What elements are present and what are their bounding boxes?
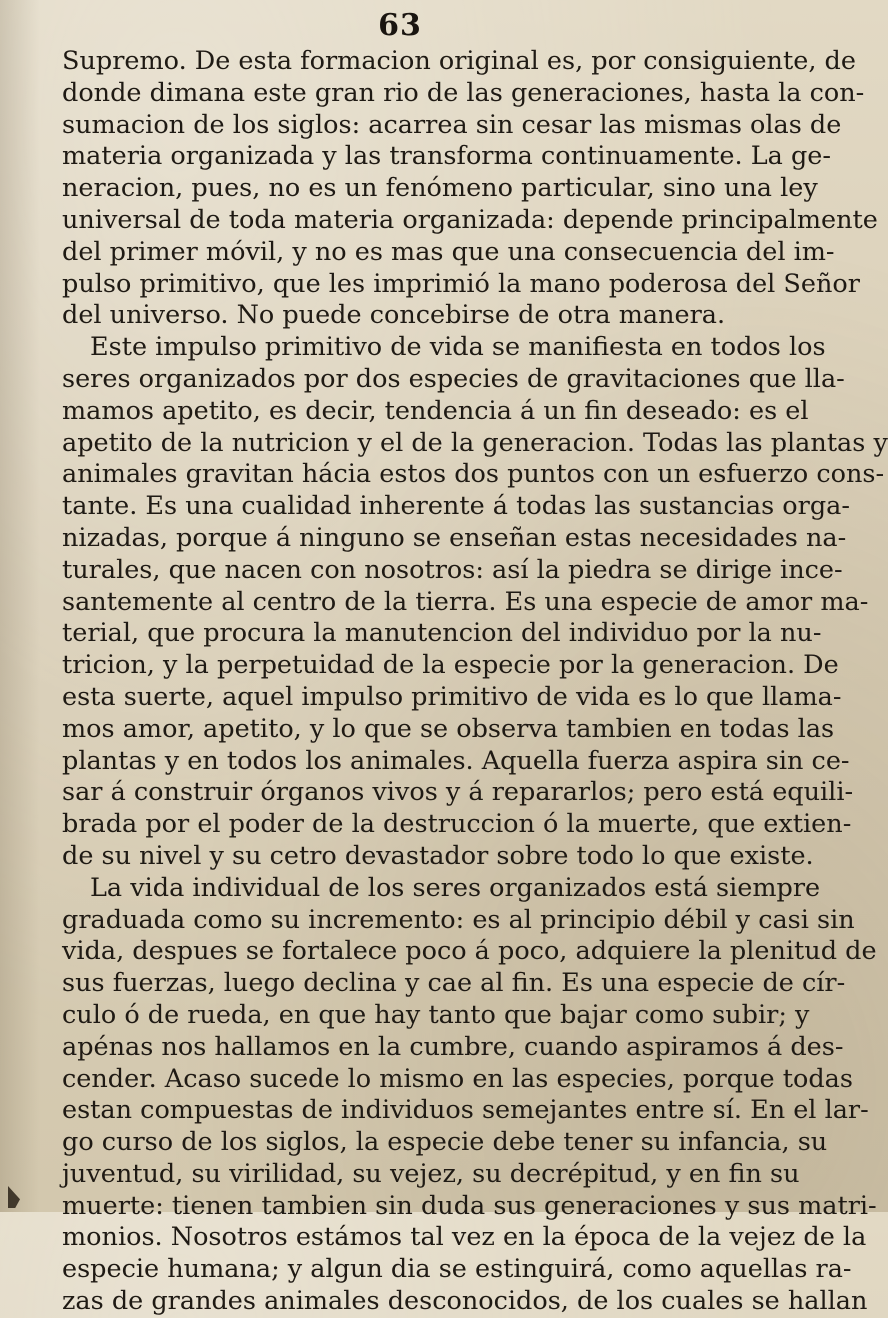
text-line: apénas nos hallamos en la cumbre, cuando aspiramos á des- (62, 1031, 844, 1062)
text-line: de su nivel y su cetro devastador sobre todo lo que existe. (62, 840, 814, 871)
text-line: zas de grandes animales desconocidos, de los cuales se hallan (62, 1286, 868, 1317)
text-line: Este impulso primitivo de vida se manifiesta en todos los (90, 332, 826, 363)
text-line: vida, despues se fortalece poco á poco, adquiere la plenitud de (62, 936, 877, 967)
text-line: seres organizados por dos especies de gravitaciones que lla- (62, 363, 845, 394)
text-line: animales gravitan hácia estos dos puntos con un esfuerzo cons- (62, 459, 885, 490)
text-line: mos amor, apetito, y lo que se observa tambien en todas las (62, 713, 835, 744)
text-line: sar á construir órganos vivos y á repararlos; pero está equili- (62, 777, 854, 808)
text-line: tricion, y la perpetuidad de la especie por la generacion. De (62, 650, 839, 681)
text-line: del primer móvil, y no es mas que una consecuencia del im- (62, 236, 835, 267)
text-line: apetito de la nutricion y el de la generacion. Todas las plantas y (62, 427, 888, 458)
text-line: donde dimana este gran rio de las generaciones, hasta la con- (62, 77, 865, 108)
text-line: santemente al centro de la tierra. Es una especie de amor ma- (62, 586, 869, 617)
text-line: graduada como su incremento: es al principio débil y casi sin (62, 904, 855, 935)
text-line: monios. Nosotros estámos tal vez en la época de la vejez de la (62, 1222, 867, 1253)
text-line: culo ó de rueda, en que hay tanto que bajar como subir; y (62, 999, 810, 1030)
text-line: plantas y en todos los animales. Aquella fuerza aspira sin ce- (62, 745, 850, 776)
text-line: nizadas, porque á ninguno se enseñan estas necesidades na- (62, 522, 847, 553)
text-line: muerte: tienen tambien sin duda sus generaciones y sus matri- (62, 1190, 877, 1221)
text-line: del universo. No puede concebirse de otra manera. (62, 300, 726, 331)
text-line: pulso primitivo, que les imprimió la mano poderosa del Señor (62, 268, 860, 299)
text-line: universal de toda materia organizada: depende principalmente (62, 204, 878, 235)
text-line: La vida individual de los seres organizados está siempre (90, 872, 821, 903)
text-line: esta suerte, aquel impulso primitivo de vida es lo que llama- (62, 681, 842, 712)
text-line: cender. Acaso sucede lo mismo en las especies, porque todas (62, 1063, 853, 1094)
text-line: sumacion de los siglos: acarrea sin cesar las mismas olas de (62, 109, 842, 140)
text-line: terial, que procura la manutencion del individuo por la nu- (62, 618, 822, 649)
page-number: 63 (378, 8, 422, 43)
paragraph-1 (62, 46, 878, 332)
text-line: neracion, pues, no es un fenómeno particular, sino una ley (62, 173, 818, 204)
text-line: Supremo. De esta formacion original es, por consiguiente, de (62, 46, 856, 76)
text-line: tante. Es una cualidad inherente á todas las sustancias orga- (62, 491, 850, 522)
text-line: sus fuerzas, luego declina y cae al fin. Es una especie de cír- (62, 968, 846, 999)
text-line: juventud, su virilidad, su vejez, su decrépitud, y en fin su (62, 1158, 800, 1189)
text-line: estan compuestas de individuos semejantes entre sí. En el lar- (62, 1095, 869, 1126)
text-line: go curso de los siglos, la especie debe tener su infancia, su (62, 1127, 828, 1158)
page-edge-shadow (0, 0, 40, 1212)
text-line: brada por el poder de la destruccion ó la muerte, que extien- (62, 809, 852, 840)
text-line: materia organizada y las transforma continuamente. La ge- (62, 141, 831, 172)
text-line: turales, que nacen con nosotros: así la piedra se dirige ince- (62, 554, 843, 585)
paragraph-3 (62, 872, 877, 1318)
text-line: mamos apetito, es decir, tendencia á un fin deseado: es el (62, 395, 809, 426)
text-line: especie humana; y algun dia se estinguirá, como aquellas ra- (62, 1254, 852, 1285)
paragraph-2 (62, 332, 888, 873)
body-text (62, 46, 888, 1318)
